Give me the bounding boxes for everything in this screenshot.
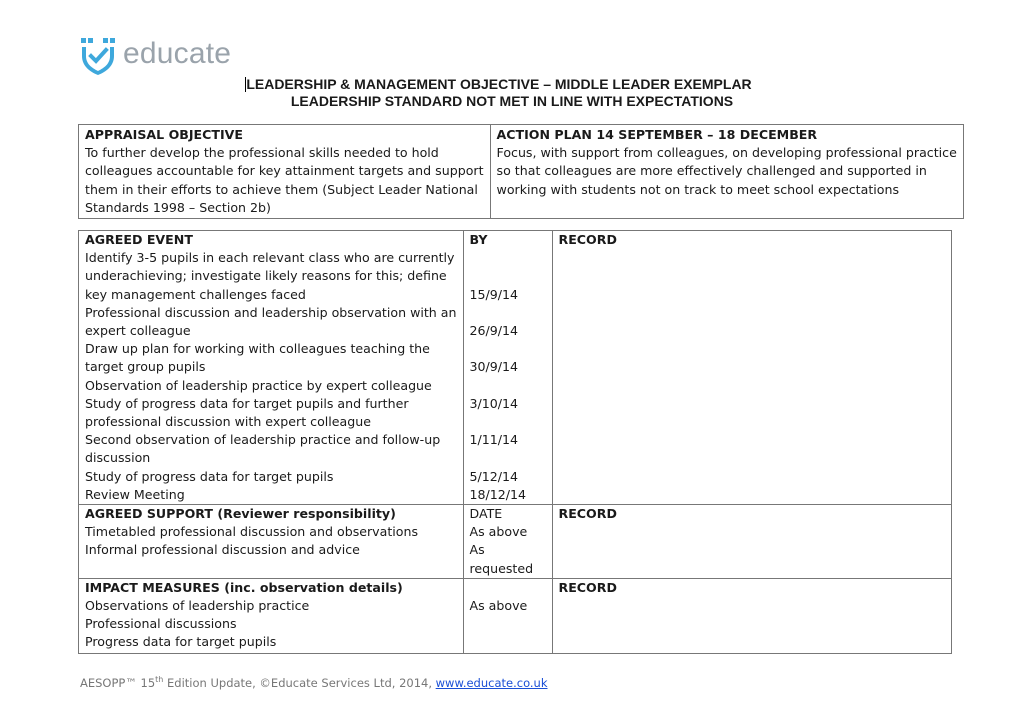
impact-item: Observations of leadership practice [85,598,310,614]
event-line: target group pupils [85,359,206,375]
event-line: discussion [85,450,151,466]
event-line: Draw up plan for working with colleagues teaching the [85,341,430,357]
support-date: requested [469,560,534,576]
footer-text: Edition Update, ©Educate Services Ltd, 2014, [163,675,436,690]
impact-measures-section [79,578,952,653]
event-line: underachieving; investigate likely reasons for this; define [85,268,447,284]
action-plan-cell [490,125,963,219]
by-date: 18/12/14 [469,486,527,502]
event-line: key management challenges faced [85,286,306,302]
by-date: 3/10/14 [469,395,519,411]
record-heading: RECORD [558,506,617,522]
shield-check-icon [80,36,116,76]
agreed-event-cell [79,231,464,505]
impact-item: Progress data for target pupils [85,634,277,650]
impact-measures-heading: IMPACT MEASURES (inc. observation details) [85,579,403,595]
title-line-1: LEADERSHIP & MANAGEMENT OBJECTIVE – MIDDLE LEADER EXEMPLAR [246,76,752,92]
event-line: expert colleague [85,323,191,339]
by-date: 5/12/14 [469,468,519,484]
event-line: professional discussion with expert colleague [85,414,371,430]
support-item: Timetabled professional discussion and observations [85,524,419,540]
support-date: As [469,542,485,558]
agreed-support-cell [79,505,464,579]
action-plan-heading: ACTION PLAN 14 SEPTEMBER – 18 DECEMBER [496,127,818,142]
educate-logo [80,36,231,76]
educate-website-link[interactable]: www.educate.co.uk [435,675,548,690]
by-heading: BY [469,232,488,247]
event-line: Study of progress data for target pupils and further [85,395,409,411]
event-record-cell [552,231,952,505]
event-line: Study of progress data for target pupils [85,468,334,484]
support-date: As above [469,524,528,540]
appraisal-line: To further develop the professional skills needed to hold [85,145,439,161]
impact-date-cell [463,578,552,653]
action-plan-line: so that colleagues are more effectively challenged and supported in [496,163,927,179]
by-date: 1/11/14 [469,432,519,448]
impact-date: As above [469,598,528,614]
appraisal-line: Standards 1998 – Section 2b) [85,199,271,215]
date-heading: DATE [469,506,503,522]
impact-record-cell [552,578,952,653]
document-title [0,76,1024,110]
title-line-2: LEADERSHIP STANDARD NOT MET IN LINE WITH EXPECTATIONS [290,93,734,109]
by-date: 30/9/14 [469,359,519,375]
event-line: Review Meeting [85,486,185,502]
record-heading: RECORD [558,232,617,247]
objective-table [78,124,964,219]
footer-sup: th [155,675,164,684]
impact-measures-cell [79,578,464,653]
action-plan-line: Focus, with support from colleagues, on developing professional practice [496,145,957,161]
appraisal-objective-cell [79,125,491,219]
event-line: Second observation of leadership practice and follow-up [85,432,441,448]
record-heading: RECORD [558,579,617,595]
agreed-support-section [79,505,952,579]
plan-table [78,230,952,654]
by-date: 15/9/14 [469,286,519,302]
action-plan-line: working with students not on track to meet school expectations [496,181,900,197]
event-line: Observation of leadership practice by expert colleague [85,377,432,393]
agreed-event-heading: AGREED EVENT [85,232,193,247]
by-cell [463,231,552,505]
appraisal-line: them in their efforts to achieve them (Subject Leader National [85,181,478,197]
event-line: Professional discussion and leadership observation with an [85,304,457,320]
support-item: Informal professional discussion and advice [85,542,360,558]
appraisal-heading: APPRAISAL OBJECTIVE [85,127,244,142]
impact-item: Professional discussions [85,616,237,632]
logo-wordmark: educate [123,37,232,70]
by-date: 26/9/14 [469,323,519,339]
appraisal-line: colleagues accountable for key attainment targets and support [85,163,484,179]
agreed-support-heading: AGREED SUPPORT (Reviewer responsibility) [85,506,396,522]
support-date-cell [463,505,552,579]
support-record-cell [552,505,952,579]
footer-product: AESOPP™ 15 [80,675,156,690]
agreed-event-section [79,231,952,505]
page-footer [80,675,548,690]
event-line: Identify 3-5 pupils in each relevant class who are currently [85,250,455,266]
